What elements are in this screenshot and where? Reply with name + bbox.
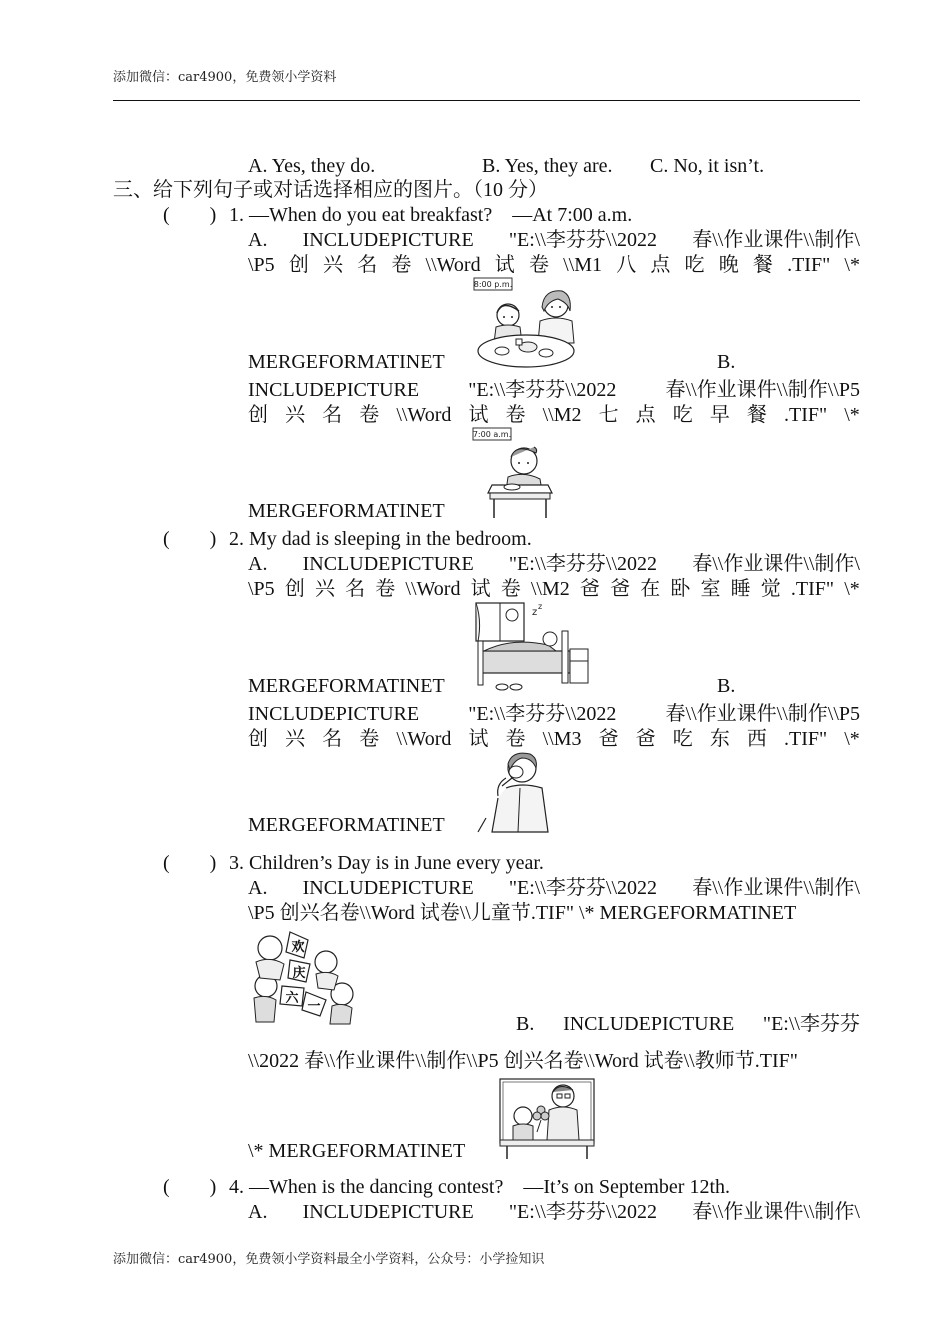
q2-option-b-line2: 创 兴 名 卷 \\Word 试 卷 \\M3 爸 爸 吃 东 西 .TIF" \* <box>248 728 860 750</box>
q3-stem: 3. Children’s Day is in June every year. <box>229 852 544 874</box>
header-rule <box>113 100 860 101</box>
q2-eating-picture[interactable] <box>472 748 550 834</box>
q1-option-b-merge: MERGEFORMATINET <box>248 500 445 522</box>
q1-dinner-picture[interactable] <box>472 277 578 373</box>
q2-option-a-line2: \P5 创 兴 名 卷 \\Word 试 卷 \\M2 爸 爸 在 卧 室 睡 觉 .TIF" \* <box>248 578 860 600</box>
q2-option-a-merge: MERGEFORMATINET <box>248 675 445 697</box>
page-footer: 添加微信：car4900，免费领小学资料最全小学资料，公众号：小学捡知识 <box>113 1252 545 1267</box>
prev-option-c: C. No, it isn’t. <box>650 155 765 177</box>
q2-option-a-line1: A. INCLUDEPICTURE "E:\\李芬芬\\2022 春\\作业课件\\制作\ <box>248 553 860 575</box>
prev-option-a: A. Yes, they do. <box>248 155 376 177</box>
q1-option-b-label: B. <box>717 351 736 373</box>
q1-stem: 1. —When do you eat breakfast? —At 7:00 a.m. <box>229 204 633 226</box>
q2-answer-blank[interactable]: ( ) <box>163 528 217 550</box>
q4-option-a-line1: A. INCLUDEPICTURE "E:\\李芬芬\\2022 春\\作业课件\\制作\ <box>248 1201 860 1223</box>
q4-answer-blank[interactable]: ( ) <box>163 1176 217 1198</box>
q4-stem: 4. —When is the dancing contest? —It’s on September 12th. <box>229 1176 731 1198</box>
q1-option-a-line2: \P5 创 兴 名 卷 \\Word 试 卷 \\M1 八 点 吃 晚 餐 .TIF" \* <box>248 254 860 276</box>
q2-option-b-line1: INCLUDEPICTURE "E:\\李芬芬\\2022 春\\作业课件\\制作\\P5 <box>248 703 860 725</box>
q3-option-a-line1: A. INCLUDEPICTURE "E:\\李芬芬\\2022 春\\作业课件\\制作\ <box>248 877 860 899</box>
q2-sleeping-picture[interactable] <box>472 601 590 693</box>
q1-option-b-line1: INCLUDEPICTURE "E:\\李芬芬\\2022 春\\作业课件\\制作\\P5 <box>248 379 860 401</box>
q3-teachers-day-picture[interactable] <box>499 1078 595 1160</box>
q3-pic-char-1: 欢 <box>291 940 305 955</box>
q1b-clock-label: 7:00 a.m. <box>472 430 512 439</box>
q2-option-b-merge: MERGEFORMATINET <box>248 814 445 836</box>
q1-clock-label: 8:00 p.m. <box>473 280 513 289</box>
q1-option-a-merge: MERGEFORMATINET <box>248 351 445 373</box>
svg-text:z: z <box>532 607 538 618</box>
q3-answer-blank[interactable]: ( ) <box>163 852 217 874</box>
q1-option-b-line2: 创 兴 名 卷 \\Word 试 卷 \\M2 七 点 吃 早 餐 .TIF" \* <box>248 404 860 426</box>
q2-stem: 2. My dad is sleeping in the bedroom. <box>229 528 532 550</box>
q3-childrens-day-picture[interactable] <box>246 926 358 1030</box>
prev-option-b: B. Yes, they are. <box>482 155 613 177</box>
q2-option-b-label: B. <box>717 675 736 697</box>
q3-option-b-merge: \* MERGEFORMATINET <box>248 1140 466 1162</box>
q3-pic-char-2: 庆 <box>292 966 306 981</box>
q1-answer-blank[interactable]: ( ) <box>163 204 217 226</box>
q3-option-b-line2: \\2022 春\\作业课件\\制作\\P5 创兴名卷\\Word 试卷\\教师节.TIF" <box>248 1050 798 1072</box>
page-header: 添加微信：car4900，免费领小学资料 <box>113 70 337 85</box>
q3-option-b-line1: B. INCLUDEPICTURE "E:\\李芬芬 <box>516 1013 860 1035</box>
q1-breakfast-picture[interactable] <box>472 427 554 519</box>
svg-text:z: z <box>538 602 543 611</box>
q3-option-a-line2: \P5 创兴名卷\\Word 试卷\\儿童节.TIF" \* MERGEFORMATINET <box>248 902 797 924</box>
q3-pic-char-3: 六 <box>285 991 299 1006</box>
section-title: 三、给下列句子或对话选择相应的图片。（10 分） <box>113 179 548 201</box>
q3-pic-char-4: 一 <box>307 999 321 1014</box>
q1-option-a-line1: A. INCLUDEPICTURE "E:\\李芬芬\\2022 春\\作业课件\\制作\ <box>248 229 860 251</box>
